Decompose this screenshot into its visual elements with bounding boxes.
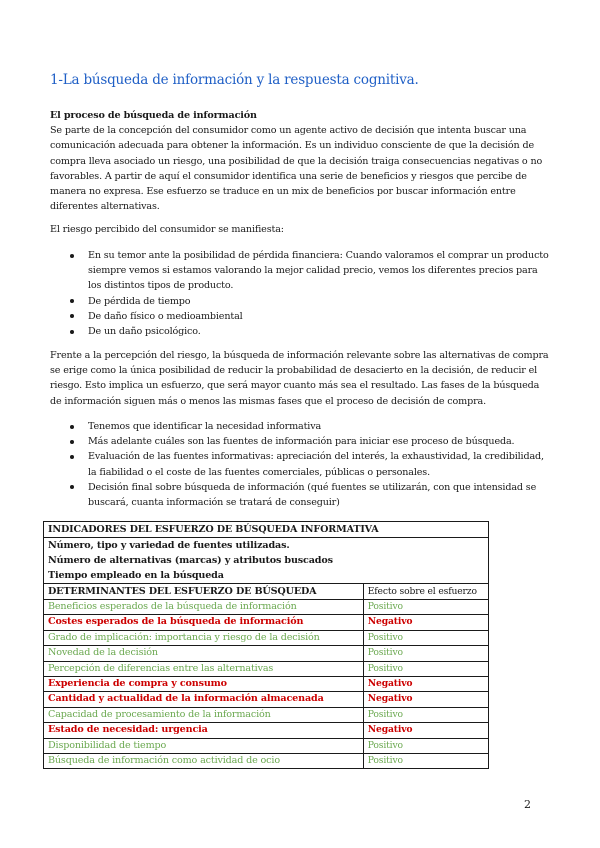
determinant-name: Estado de necesidad: urgencia — [44, 723, 364, 738]
intro-section — [50, 108, 550, 214]
table-row — [44, 615, 489, 630]
determinant-name: Grado de implicación: importancia y riesgo de la decisión — [44, 630, 364, 645]
list-item: De pérdida de tiempo — [50, 294, 550, 309]
table-row — [44, 677, 489, 692]
intro-paragraph: Se parte de la concepción del consumidor como un agente activo de decisión que intenta buscar una comunicación adecuada para obtener la información. Es un individuo consciente de que la decisión de compra lleva asociado un riesgo, una posibilidad de que la decisión traiga consecuencias negativas o no favorables. A partir de aquí el consumidor identifica una serie de beneficios y riesgos que percibe de manera no expresa. Ese esfuerzo se traduce en un mix de beneficios por buscar información entre diferentes alternativas. — [50, 125, 543, 213]
determinant-effect: Negativo — [363, 723, 488, 738]
determinant-effect: Positivo — [363, 754, 488, 769]
determinant-effect: Negativo — [363, 615, 488, 630]
indicators-cell — [44, 538, 489, 584]
list-item: Más adelante cuáles son las fuentes de información para iniciar ese proceso de búsqueda. — [50, 434, 550, 449]
indicators-header: INDICADORES DEL ESFUERZO DE BÚSQUEDA INFORMATIVA — [44, 522, 489, 538]
effect-header: Efecto sobre el esfuerzo — [363, 584, 488, 600]
determinant-name: Búsqueda de información como actividad de ocio — [44, 754, 364, 769]
list-item: Evaluación de las fuentes informativas: apreciación del interés, la exhaustividad, la credibilidad, la fiabilidad o el coste de las fuentes comerciales, públicas o personales. — [50, 449, 550, 479]
table-row — [44, 754, 489, 769]
determinant-effect: Negativo — [363, 692, 488, 707]
table-row — [44, 723, 489, 738]
list-item: Tenemos que identificar la necesidad informativa — [50, 419, 550, 434]
table-row — [44, 600, 489, 615]
page-number: 2 — [524, 798, 531, 811]
determinant-effect: Positivo — [363, 738, 488, 753]
determinant-name: Percepción de diferencias entre las alternativas — [44, 661, 364, 676]
determinant-effect: Positivo — [363, 646, 488, 661]
determinant-name: Disponibilidad de tiempo — [44, 738, 364, 753]
determinant-name: Novedad de la decisión — [44, 646, 364, 661]
determinants-header: DETERMINANTES DEL ESFUERZO DE BÚSQUEDA — [44, 584, 364, 600]
determinant-name: Capacidad de procesamiento de la información — [44, 707, 364, 722]
indicator-item: Número de alternativas (marcas) y atributos buscados — [48, 555, 333, 566]
determinant-name: Costes esperados de la búsqueda de información — [44, 615, 364, 630]
determinant-name: Cantidad y actualidad de la información almacenada — [44, 692, 364, 707]
determinant-effect: Positivo — [363, 630, 488, 645]
section-subtitle: El proceso de búsqueda de información — [50, 110, 257, 121]
risk-list — [50, 248, 550, 339]
risk-response-paragraph: Frente a la percepción del riesgo, la búsqueda de información relevante sobre las alternativas de compra se erige como la única posibilidad de reducir la probabilidad de desacierto en la decisión, de reducir el riesgo. Esto implica un esfuerzo, que será mayor cuanto más sea el resultado. Las fases de la búsqueda de información siguen más o menos las mismas fases que el proceso de decisión de compra. — [50, 350, 549, 407]
list-item: De daño físico o medioambiental — [50, 309, 550, 324]
table-row — [44, 646, 489, 661]
table-row — [44, 630, 489, 645]
table-row — [44, 692, 489, 707]
determinant-name: Beneficios esperados de la búsqueda de información — [44, 600, 364, 615]
list-item: Decisión final sobre búsqueda de información (qué fuentes se utilizarán, con que intensidad se buscará, cuanta información se tratará de conseguir) — [50, 480, 550, 510]
determinant-effect: Positivo — [363, 600, 488, 615]
search-effort-table — [43, 521, 489, 769]
determinant-effect: Negativo — [363, 677, 488, 692]
determinant-name: Experiencia de compra y consumo — [44, 677, 364, 692]
list-item: De un daño psicológico. — [50, 324, 550, 339]
indicator-item: Número, tipo y variedad de fuentes utilizadas. — [48, 540, 290, 551]
section-heading: 1-La búsqueda de información y la respuesta cognitiva. — [50, 72, 419, 88]
risk-intro-paragraph: El riesgo percibido del consumidor se manifiesta: — [50, 224, 284, 235]
determinants-rows — [44, 600, 489, 769]
phases-list — [50, 419, 550, 510]
table-row — [44, 707, 489, 722]
table-row — [44, 738, 489, 753]
table-row — [44, 661, 489, 676]
determinant-effect: Positivo — [363, 707, 488, 722]
indicator-item: Tiempo empleado en la búsqueda — [48, 570, 224, 581]
determinant-effect: Positivo — [363, 661, 488, 676]
list-item: En su temor ante la posibilidad de pérdida financiera: Cuando valoramos el comprar un producto siempre vemos si estamos valorando la mejor calidad precio, vemos los diferentes precios para los distintos tipos de producto. — [50, 248, 550, 294]
